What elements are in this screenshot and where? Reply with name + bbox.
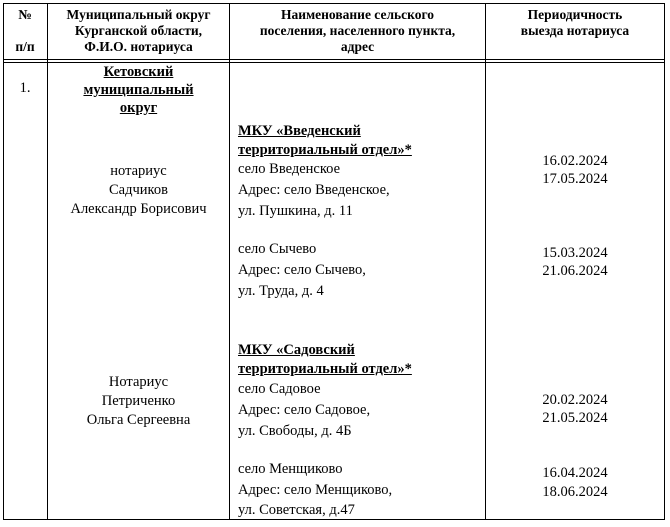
settlement-address-line-1: Адрес: село Менщиково, [238, 482, 393, 498]
notary-1-title: нотариус [110, 163, 167, 179]
settlement-address-line-1: Адрес: село Садовое, [238, 402, 371, 418]
settlement-address-line-2: ул. Труда, д. 4 [238, 283, 324, 299]
visit-date: 16.04.2024 [542, 465, 608, 481]
district-line-2: муниципальный [83, 82, 194, 98]
settlement-address-line-2: ул. Советская, д.47 [238, 502, 355, 518]
department-1-name-line-1: МКУ «Введенский [238, 123, 361, 139]
settlement-address-line-1: Адрес: село Введенское, [238, 182, 390, 198]
visit-date: 17.05.2024 [542, 171, 608, 187]
settlement-name: село Введенское [238, 161, 341, 177]
department-2-name-line-2: территориальный отдел»* [238, 361, 412, 377]
notary-1-surname: Садчиков [109, 182, 168, 198]
row-number: 1. [19, 80, 31, 96]
department-1-name-line-2: территориальный отдел»* [238, 142, 412, 158]
settlement-name: село Менщиково [238, 461, 343, 477]
visit-date: 15.03.2024 [542, 245, 608, 261]
table-border-bottom [3, 519, 665, 520]
department-2-name-line-1: МКУ «Садовский [238, 342, 355, 358]
notary-2-names: Ольга Сергеевна [86, 412, 191, 428]
header-frequency: Периодичность выезда нотариуса [520, 7, 630, 38]
visit-date: 18.06.2024 [542, 484, 608, 500]
column-divider-2 [229, 3, 230, 520]
header-district: Муниципальный округ Курганской области, Ф.И.О. нотариуса [66, 7, 211, 54]
schedule-table [3, 3, 665, 520]
district-line-1: Кетовский [103, 64, 174, 80]
header-settlement: Наименование сельского поселения, населенного пункта, адрес [259, 7, 456, 54]
visit-date: 20.02.2024 [542, 392, 608, 408]
settlement-address-line-2: ул. Пушкина, д. 11 [238, 203, 353, 219]
settlement-name: село Садовое [238, 381, 321, 397]
table-border-top [3, 3, 665, 4]
district-line-3: округ [119, 100, 158, 116]
notary-2-title: Нотариус [108, 374, 169, 390]
table-border-right [664, 3, 665, 520]
header-bottom-border [3, 59, 665, 60]
settlement-address-line-1: Адрес: село Сычево, [238, 262, 366, 278]
settlement-address-line-2: ул. Свободы, д. 4Б [238, 423, 352, 439]
visit-date: 21.06.2024 [542, 263, 608, 279]
visit-date: 21.05.2024 [542, 410, 608, 426]
header-number: № п/п [15, 7, 35, 54]
visit-date: 16.02.2024 [542, 153, 608, 169]
settlement-name: село Сычево [238, 241, 317, 257]
notary-2-surname: Петриченко [101, 393, 176, 409]
notary-1-names: Александр Борисович [70, 201, 207, 217]
